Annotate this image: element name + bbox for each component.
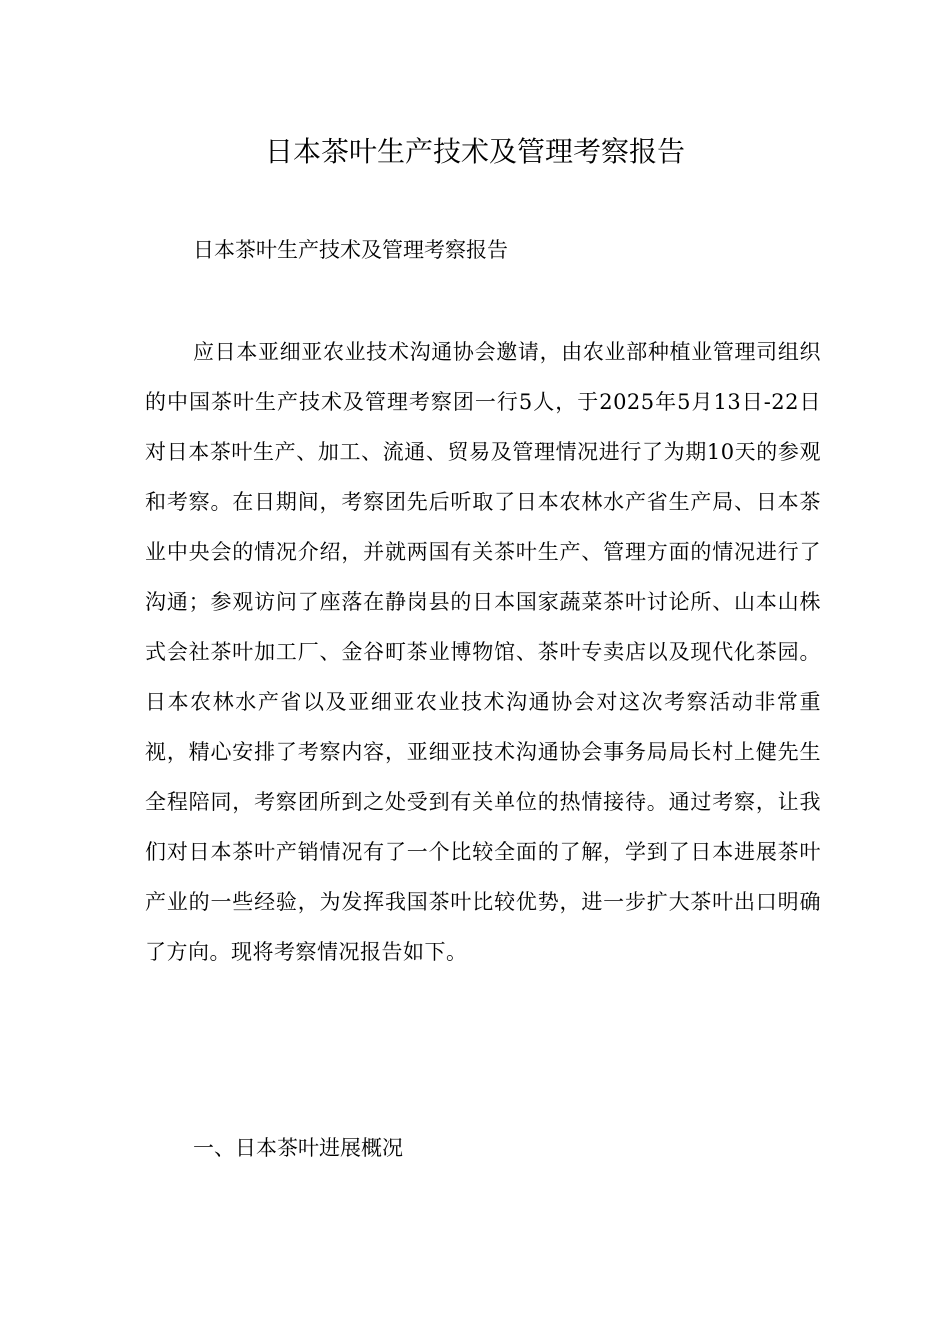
- document-subtitle: 日本茶叶生产技术及管理考察报告: [193, 238, 508, 262]
- intro-paragraph: 应日本亚细亚农业技术沟通协会邀请，由农业部种植业管理司组织的中国茶叶生产技术及管理考察团一行5人，于2025年5月13日-22日对日本茶叶生产、加工、流通、贸易及管理情况进行了为期10天的参观和考察。在日期间，考察团先后听取了日本农林水产省生产局、日本茶业中央会的情况介绍，并就两国有关茶叶生产、管理方面的情况进行了沟通；参观访问了座落在静岗县的日本国家蔬菜茶叶讨论所、山本山株式会社茶叶加工厂、金谷町茶业博物馆、茶叶专卖店以及现代化茶园。日本农林水产省以及亚细亚农业技术沟通协会对这次考察活动非常重视，精心安排了考察内容，亚细亚技术沟通协会事务局局长村上健先生全程陪同，考察团所到之处受到有关单位的热情接待。通过考察，让我们对日本茶叶产销情况有了一个比较全面的了解，学到了日本进展茶叶产业的一些经验，为发挥我国茶叶比较优势，进一步扩大茶叶出口明确了方向。现将考察情况报告如下。: [145, 340, 821, 964]
- section-heading: 一、日本茶叶进展概况: [193, 1136, 403, 1160]
- document-title: 日本茶叶生产技术及管理考察报告: [264, 135, 685, 168]
